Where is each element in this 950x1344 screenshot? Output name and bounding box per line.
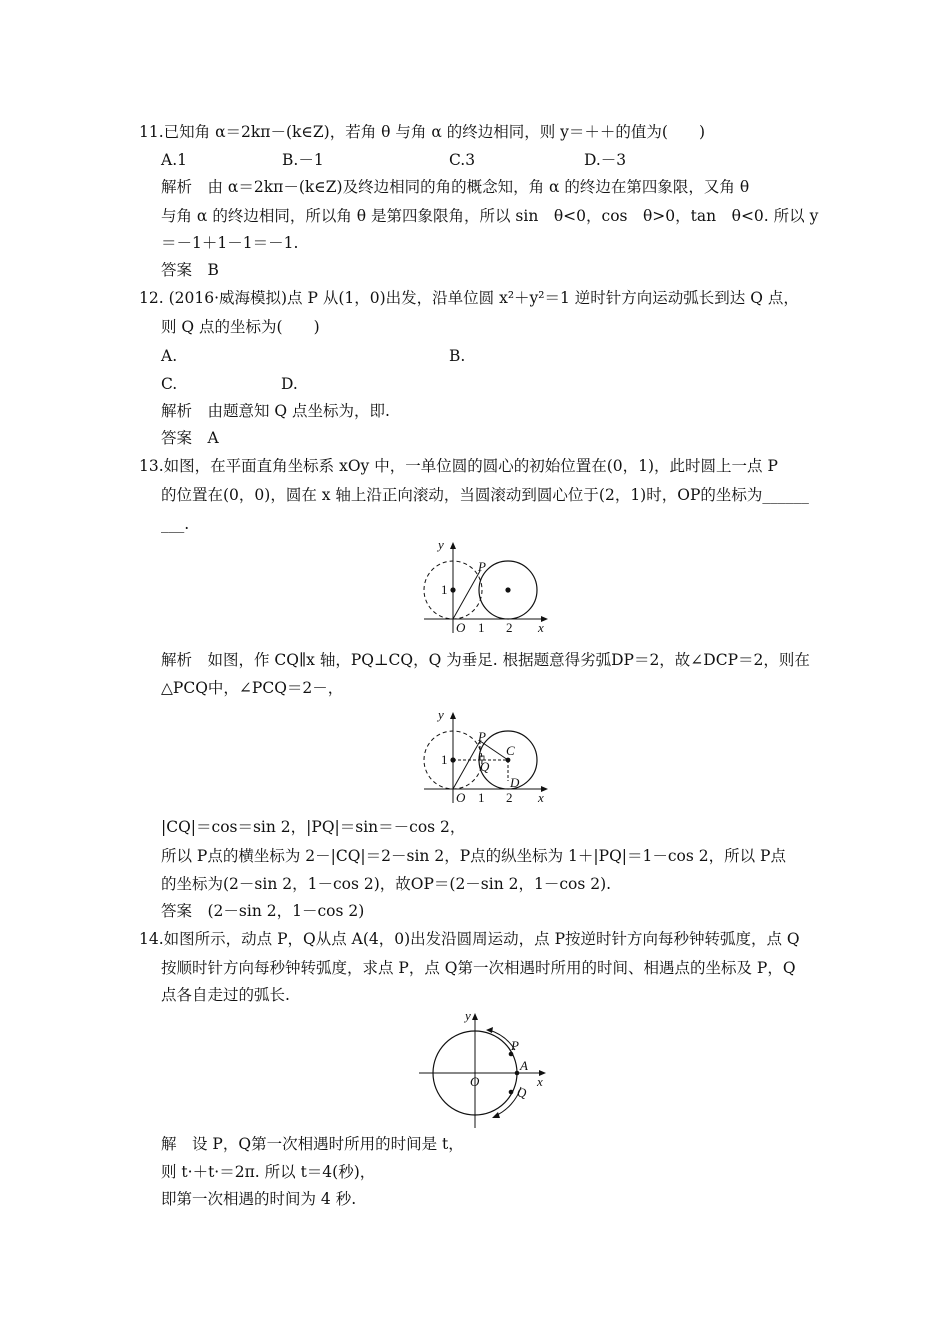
q11-option-a: A.1	[161, 151, 187, 169]
fig3-point-p-label: P	[511, 1038, 519, 1053]
q13-derivation-2: 所以 P点的横坐标为 2－|CQ|＝2－sin 2，P点的纵坐标为 1＋|PQ|＝1－cos 2，所以 P点	[161, 847, 786, 865]
fig1-origin-label: O	[456, 620, 466, 635]
q12-analysis: 解析 由题意知 Q 点坐标为，即.	[161, 402, 390, 420]
q13-analysis-2: △PCQ中，∠PCQ＝2－，	[161, 679, 344, 697]
q12-option-d: D.	[281, 375, 298, 393]
q13-stem-3: ___.	[161, 515, 190, 533]
q11-option-b: B.－1	[282, 151, 324, 169]
fig1-y-tick-1: 1	[441, 582, 448, 597]
fig2-x-tick-1: 1	[478, 790, 485, 805]
q11-analysis-1: 解析 由 α＝2kπ－(k∈Z)及终边相同的角的概念知，角 α 的终边在第四象限，又角 θ	[161, 178, 750, 196]
fig2-point-d-label: D	[510, 775, 520, 790]
fig1-y-label: y	[438, 537, 444, 552]
fig3-point-q-label: Q	[517, 1085, 527, 1100]
fig1-x-tick-2: 2	[506, 620, 513, 635]
fig2-origin-label: O	[456, 790, 466, 805]
fig2-y-label: y	[438, 707, 444, 722]
q13-answer: 答案 (2－sin 2，1－cos 2)	[161, 902, 365, 920]
q14-solution-1: 解 设 P，Q第一次相遇时所用的时间是 t，	[161, 1135, 464, 1153]
q11-answer: 答案 B	[161, 261, 219, 279]
q11-option-d: D.－3	[584, 151, 627, 169]
fig2-point-q-label: Q	[480, 759, 490, 774]
fig3-origin-label: O	[470, 1074, 480, 1089]
fig1-x-tick-1: 1	[478, 620, 485, 635]
q13-derivation-1: |CQ|＝cos＝sin 2，|PQ|＝sin＝－cos 2，	[161, 818, 466, 836]
fig2-point-p-label: P	[478, 729, 486, 744]
fig1-point-p-label: P	[478, 559, 486, 574]
q12-option-b: B.	[449, 347, 466, 365]
q14-stem-3: 点各自走过的弧长.	[161, 986, 290, 1004]
q12-stem-1: 12. (2016·威海模拟)点 P 从(1，0)出发，沿单位圆 x²＋y²＝1 逆时针方向运动弧长到达 Q 点，	[139, 289, 799, 307]
rolling-circle-figure	[420, 535, 560, 635]
q12-stem-2: 则 Q 点的坐标为( )	[161, 318, 320, 336]
q12-option-a: A.	[161, 347, 178, 365]
fig2-x-tick-2: 2	[506, 790, 513, 805]
fig2-y-tick-1: 1	[441, 752, 448, 767]
q11-option-c: C.3	[449, 151, 476, 169]
fig3-y-label: y	[465, 1010, 471, 1023]
construction-figure	[420, 705, 560, 805]
q11-analysis-2: 与角 α 的终边相同，所以角 θ 是第四象限角，所以 sin θ<0，cos θ>0，tan θ<0. 所以 y	[161, 207, 819, 225]
q13-stem-1: 13.如图，在平面直角坐标系 xOy 中，一单位圆的圆心的初始位置在(0，1)，此时圆上一点 P	[139, 457, 778, 475]
q12-option-c: C.	[161, 375, 178, 393]
q14-solution-2: 则 t·＋t·＝2π. 所以 t＝4(秒)，	[161, 1163, 376, 1181]
fig3-x-label: x	[537, 1074, 543, 1089]
q13-derivation-3: 的坐标为(2－sin 2，1－cos 2)，故OP＝(2－sin 2，1－cos 2).	[161, 875, 612, 893]
fig1-x-label: x	[538, 620, 544, 635]
q14-solution-3: 即第一次相遇的时间为 4 秒.	[161, 1190, 357, 1208]
q12-answer: 答案 A	[161, 429, 219, 447]
q14-stem-2: 按顺时针方向每秒钟转弧度，求点 P，点 Q第一次相遇时所用的时间、相遇点的坐标及 P，Q	[161, 959, 796, 977]
q14-stem-1: 14.如图所示，动点 P，Q从点 A(4，0)出发沿圆周运动，点 P按逆时针方向每秒钟转弧度，点 Q	[139, 930, 800, 948]
fig3-point-a-label: A	[520, 1058, 528, 1073]
motion-circle-figure	[415, 1010, 555, 1130]
q11-analysis-3: ＝－1＋1－1＝－1.	[161, 234, 299, 252]
q11-stem: 11.已知角 α＝2kπ－(k∈Z)，若角 θ 与角 α 的终边相同，则 y＝＋＋的值为( )	[139, 123, 706, 141]
fig2-point-c-label: C	[506, 743, 515, 758]
q13-analysis-1: 解析 如图，作 CQ∥x 轴，PQ⊥CQ，Q 为垂足. 根据题意得劣弧DP＝2，故∠DCP＝2，则在	[161, 651, 810, 669]
fig2-x-label: x	[538, 790, 544, 805]
q13-stem-2: 的位置在(0，0)，圆在 x 轴上沿正向滚动，当圆滚动到圆心位于(2，1)时，OP的坐标为______	[161, 486, 809, 504]
